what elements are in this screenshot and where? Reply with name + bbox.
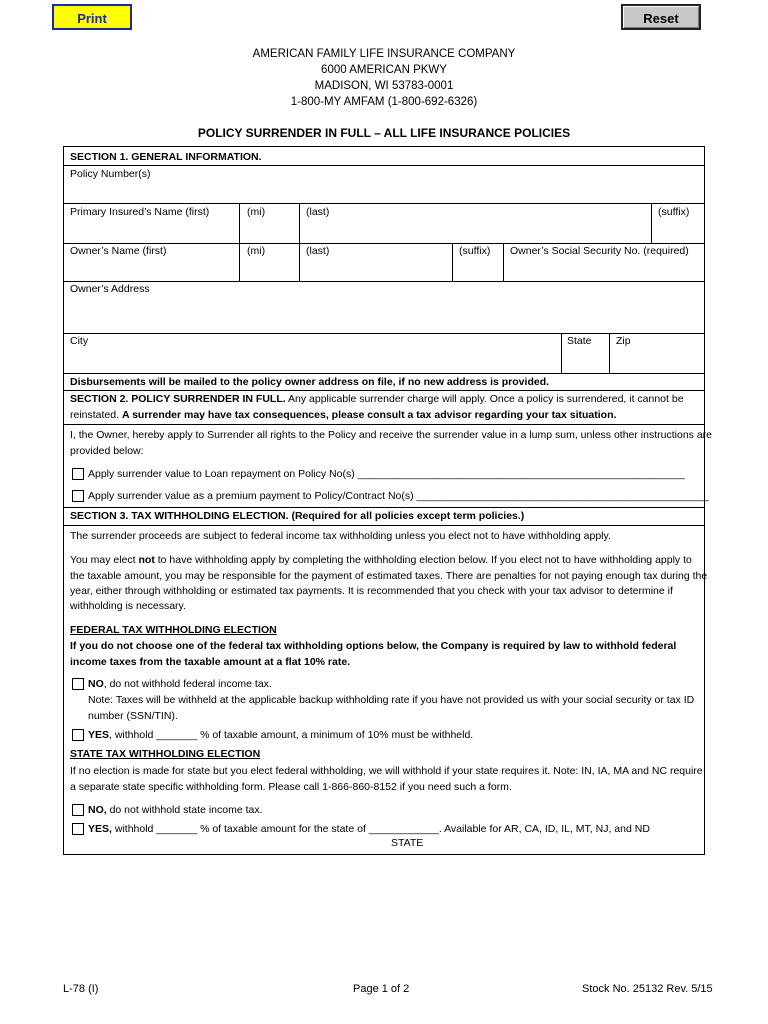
elect-text-line2: the taxable amount, you may be responsible for the payment of estimated taxes. There are penalties for not paying enough tax during the: [70, 570, 708, 582]
state-text-line1: If no election is made for state but you elect federal withholding, we will withhold if your state requires it. Note: IN, IA, MA and NC require: [70, 765, 703, 777]
federal-withholding-heading: FEDERAL TAX WITHHOLDING ELECTION: [70, 624, 277, 636]
state-yes-text: withhold _______ % of taxable amount for the state of ____________. Available for AR, CA, ID, IL, MT, NJ, and ND: [111, 823, 650, 835]
elect-text-line3: year, either through withholding or estimated tax payments. It is recommended that you check with your tax advisor to determine if: [70, 585, 673, 597]
federal-note-line1: Note: Taxes will be withheld at the applicable backup withholding rate if you have not provided us with your social security or tax ID: [88, 694, 695, 706]
company-name: AMERICAN FAMILY LIFE INSURANCE COMPANY: [252, 48, 516, 60]
state-field-caption: STATE: [391, 837, 424, 849]
state-label: State: [567, 335, 592, 347]
elect-text-part: You may elect: [70, 554, 139, 566]
section2-intro: [70, 392, 684, 406]
state-no-checkbox[interactable]: [72, 804, 84, 816]
divider: [64, 373, 704, 374]
divider: [64, 525, 704, 526]
premium-payment-label: Apply surrender value as a premium payment to Policy/Contract No(s) __________________________________________________: [88, 490, 709, 502]
section2-heading: SECTION 2. POLICY SURRENDER IN FULL.: [70, 393, 286, 405]
elect-text-line1: [70, 553, 692, 567]
surrender-form: [63, 146, 712, 855]
elect-not-emphasis: not: [138, 554, 155, 566]
state-no-text: do not withhold state income tax.: [106, 804, 263, 816]
city-label: City: [70, 335, 89, 347]
owner-mi-label: (mi): [247, 245, 266, 257]
insured-name-field[interactable]: [64, 204, 704, 242]
state-text-line2: a separate state specific withholding form. Please call 1-866-860-8152 if you need such a form.: [70, 781, 512, 793]
federal-note-line2: number (SSN/TIN).: [88, 710, 178, 722]
reset-button[interactable]: Reset: [621, 4, 701, 30]
owner-ssn-label: Owner’s Social Security No. (required): [510, 245, 689, 257]
state-yes-checkbox[interactable]: [72, 823, 84, 835]
loan-repayment-label: Apply surrender value to Loan repayment on Policy No(s) ________________________________________________________: [88, 468, 685, 480]
apply-statement-line1: I, the Owner, hereby apply to Surrender all rights to the Policy and receive the surrender value in a lump sum, unless other instructions are: [70, 429, 712, 441]
state-no-label: [88, 803, 263, 817]
company-address-line1: 6000 AMERICAN PKWY: [321, 64, 447, 76]
tax-consequence-warning: A surrender may have tax consequences, please consult a tax advisor regarding your tax situation.: [121, 409, 617, 421]
page-number: Page 1 of 2: [353, 983, 410, 995]
federal-yes-label: [88, 728, 473, 742]
owner-address-field[interactable]: [64, 282, 704, 332]
section2-reinstated-text: reinstated.: [70, 409, 120, 421]
owner-first-label: Owner’s Name (first): [70, 245, 167, 257]
federal-default-line1: If you do not choose one of the federal tax withholding options below, the Company is required by law to withhold federal: [70, 640, 677, 652]
apply-statement-line2: provided below:: [70, 445, 144, 457]
insured-last-label: (last): [306, 206, 330, 218]
federal-no-checkbox[interactable]: [72, 678, 84, 690]
federal-yes-text: , withhold _______ % of taxable amount, a minimum of 10% must be withheld.: [109, 729, 474, 741]
section3-heading: SECTION 3. TAX WITHHOLDING ELECTION. (Required for all policies except term policies.): [70, 510, 525, 522]
divider: [64, 507, 704, 508]
print-button[interactable]: Print: [52, 4, 132, 30]
state-yes-label: [88, 822, 650, 836]
state-withholding-heading: STATE TAX WITHHOLDING ELECTION: [70, 748, 261, 760]
insured-suffix-label: (suffix): [658, 206, 690, 218]
federal-yes-emphasis: YES: [88, 729, 110, 741]
divider: [64, 424, 704, 425]
owner-name-field[interactable]: [64, 244, 704, 280]
federal-no-text: , do not withhold federal income tax.: [103, 678, 272, 690]
section2-intro-line2: [70, 408, 616, 422]
owner-address-label: Owner’s Address: [70, 283, 150, 295]
withholding-subject-text: The surrender proceeds are subject to federal income tax withholding unless you elect not to have withholding apply.: [70, 530, 611, 542]
elect-text-part: to have withholding apply by completing the withholding election below. If you elect not to have withholding apply to: [154, 554, 692, 566]
elect-text-line4: withholding is necessary.: [70, 600, 186, 612]
policy-number-label: Policy Number(s): [70, 168, 151, 180]
insured-first-label: Primary Insured’s Name (first): [70, 206, 210, 218]
zip-label: Zip: [616, 335, 631, 347]
divider: [64, 390, 704, 391]
city-state-zip-field[interactable]: [64, 334, 704, 372]
premium-payment-checkbox[interactable]: [72, 490, 84, 502]
policy-number-field[interactable]: [64, 166, 704, 203]
section2-intro-line1: Any applicable surrender charge will apply. Once a policy is surrendered, it cannot be: [288, 393, 684, 405]
company-address-line2: MADISON, WI 53783-0001: [314, 80, 454, 92]
state-yes-emphasis: YES,: [88, 823, 112, 835]
federal-no-emphasis: NO: [88, 678, 104, 690]
federal-default-line2: income taxes from the taxable amount at a flat 10% rate.: [70, 656, 351, 668]
section1-heading: SECTION 1. GENERAL INFORMATION.: [70, 151, 262, 163]
form-title: POLICY SURRENDER IN FULL – ALL LIFE INSURANCE POLICIES: [197, 126, 571, 140]
company-phone: 1-800-MY AMFAM (1-800-692-6326): [290, 96, 478, 108]
federal-yes-checkbox[interactable]: [72, 729, 84, 741]
state-no-emphasis: NO,: [88, 804, 107, 816]
federal-no-label: [88, 677, 272, 691]
disbursement-note: Disbursements will be mailed to the policy owner address on file, if no new address is provided.: [70, 376, 550, 388]
stock-number: Stock No. 25132 Rev. 5/15: [582, 983, 713, 995]
loan-repayment-checkbox[interactable]: [72, 468, 84, 480]
owner-suffix-label: (suffix): [459, 245, 491, 257]
insured-mi-label: (mi): [247, 206, 266, 218]
form-id: L-78 (I): [63, 983, 99, 995]
owner-last-label: (last): [306, 245, 330, 257]
